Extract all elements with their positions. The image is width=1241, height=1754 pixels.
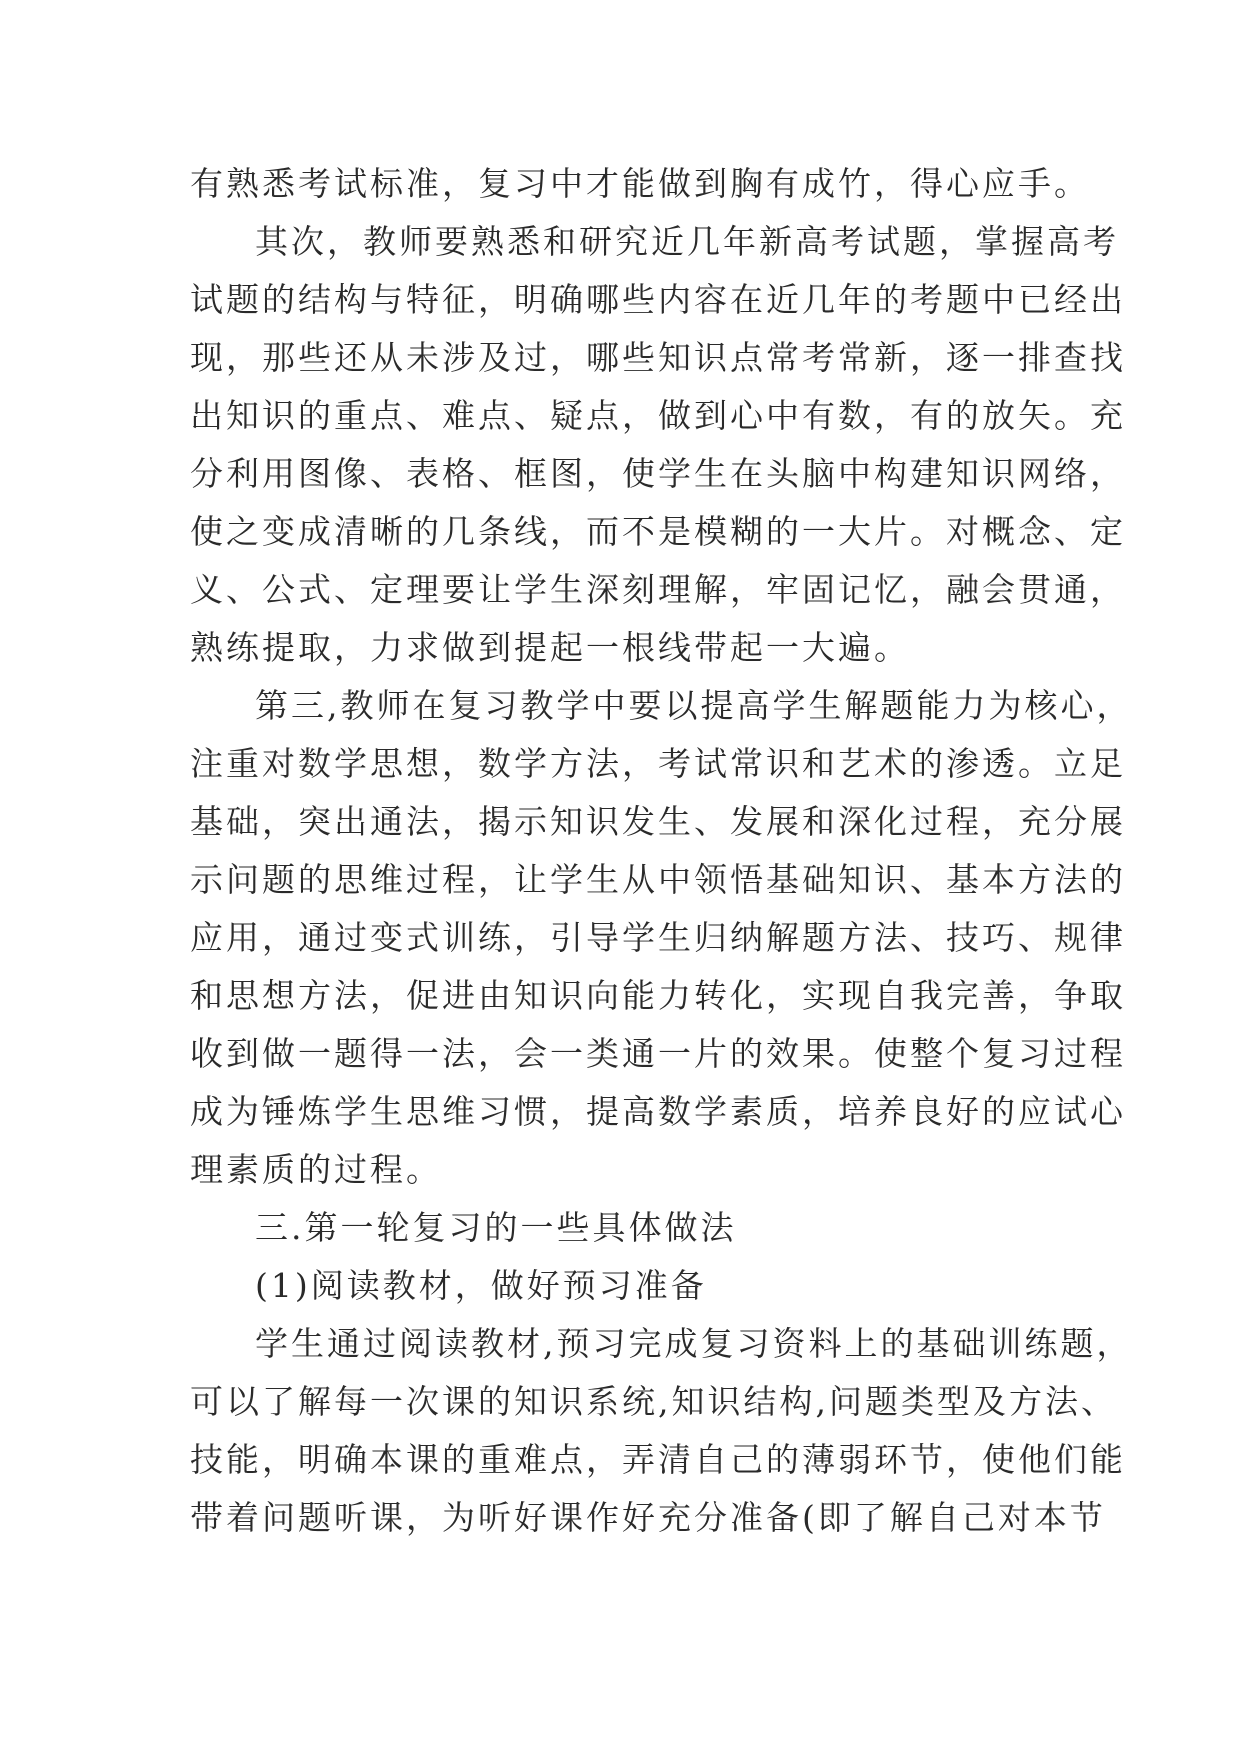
text-line: 示问题的思维过程，让学生从中领悟基础知识、基本方法的 — [190, 860, 1126, 899]
paragraph-start-line: 学生通过阅读教材,预习完成复习资料上的基础训练题， — [255, 1324, 1133, 1363]
paragraph-start-line: 第三,教师在复习教学中要以提高学生解题能力为核心， — [255, 686, 1133, 725]
text-line: 现，那些还从未涉及过，哪些知识点常考常新，逐一排查找 — [190, 338, 1126, 377]
section-heading: 三.第一轮复习的一些具体做法 — [255, 1208, 737, 1247]
text-line: 带着问题听课，为听好课作好充分准备(即了解自己对本节 — [190, 1498, 1106, 1537]
text-line: 应用，通过变式训练，引导学生归纳解题方法、技巧、规律 — [190, 918, 1126, 957]
text-line: 熟练提取，力求做到提起一根线带起一大遍。 — [190, 628, 910, 667]
text-line: 分利用图像、表格、框图，使学生在头脑中构建知识网络， — [190, 454, 1126, 493]
text-line: 基础，突出通法，揭示知识发生、发展和深化过程，充分展 — [190, 802, 1126, 841]
text-line: 理素质的过程。 — [190, 1150, 442, 1189]
text-line: 义、公式、定理要让学生深刻理解，牢固记忆，融会贯通， — [190, 570, 1126, 609]
text-line: 和思想方法，促进由知识向能力转化，实现自我完善，争取 — [190, 976, 1126, 1015]
text-line: 注重对数学思想，数学方法，考试常识和艺术的渗透。立足 — [190, 744, 1126, 783]
subsection-heading: (1)阅读教材，做好预习准备 — [255, 1266, 707, 1305]
text-line: 收到做一题得一法，会一类通一片的效果。使整个复习过程 — [190, 1034, 1126, 1073]
text-line: 可以了解每一次课的知识系统,知识结构,问题类型及方法、 — [190, 1382, 1117, 1421]
text-line: 出知识的重点、难点、疑点，做到心中有数，有的放矢。充 — [190, 396, 1126, 435]
text-line: 使之变成清晰的几条线，而不是模糊的一大片。对概念、定 — [190, 512, 1126, 551]
paragraph-start-line: 其次，教师要熟悉和研究近几年新高考试题，掌握高考 — [255, 222, 1119, 261]
text-line: 成为锤炼学生思维习惯，提高数学素质，培养良好的应试心 — [190, 1092, 1126, 1131]
text-line: 有熟悉考试标准，复习中才能做到胸有成竹，得心应手。 — [190, 164, 1090, 203]
text-line: 试题的结构与特征，明确哪些内容在近几年的考题中已经出 — [190, 280, 1126, 319]
text-line: 技能，明确本课的重难点，弄清自己的薄弱环节，使他们能 — [190, 1440, 1126, 1479]
